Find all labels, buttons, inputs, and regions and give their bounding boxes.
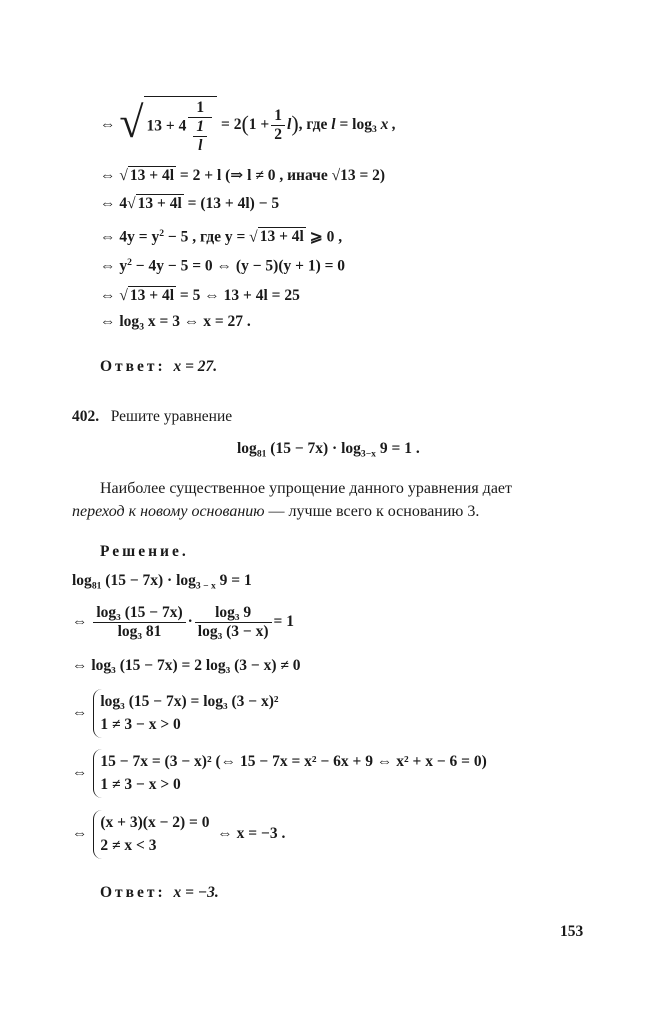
line-rest: ⩾ 0 , xyxy=(305,228,343,246)
log-word: log xyxy=(237,440,257,457)
radicand-box xyxy=(144,96,218,154)
tail-log: = log xyxy=(335,115,372,133)
equiv-arrow: ⇔ xyxy=(72,657,88,674)
step-5 xyxy=(72,749,487,798)
line-start: y xyxy=(119,257,128,275)
solution-label xyxy=(100,544,189,560)
system-brace xyxy=(93,749,486,798)
hint-line-2 xyxy=(72,504,479,520)
step-text: log₃ (15 − 7x) = 2 log₃ (3 − x) ≠ 0 xyxy=(91,657,301,674)
answer-label: Ответ: xyxy=(100,884,166,901)
answer-402 xyxy=(100,885,219,901)
problem-402-equation xyxy=(237,441,420,459)
step-6 xyxy=(72,810,285,859)
open-paren: ( xyxy=(241,110,249,136)
radicand: 13 + 4l xyxy=(137,195,182,212)
hint-text-1: Наиболее существенное упрощение данного уравнения дает xyxy=(100,480,513,497)
fraction-2-numerator: log₃ 9 xyxy=(195,604,272,623)
answer-value: x = 27. xyxy=(173,358,218,375)
equiv-arrow: ⇔ xyxy=(100,313,116,330)
system-brace xyxy=(93,689,278,738)
hint-text-2: — лучше всего к основанию 3. xyxy=(264,503,480,520)
nested-fraction-denominator xyxy=(188,118,212,155)
system-row-2: 1 ≠ 3 − x > 0 xyxy=(100,776,181,794)
nested-fraction-numerator: 1 xyxy=(188,99,212,118)
equiv-arrow: ⇔ xyxy=(100,287,116,304)
equation-mid: (15 − 7x) · log xyxy=(266,440,361,457)
exponent: 2 xyxy=(127,257,132,268)
inner-fraction-denominator: l xyxy=(198,136,203,154)
step-2 xyxy=(72,604,294,641)
log-word: log xyxy=(119,313,140,330)
solution-heading: Решение. xyxy=(100,543,189,560)
tail-variable: l xyxy=(331,115,336,133)
equiv-arrow: ⇔ xyxy=(72,824,88,842)
radical-sign: √ xyxy=(119,167,128,184)
line-mid: − 5 , где y = √ xyxy=(164,228,258,246)
line-start: 4y = y xyxy=(119,228,160,246)
system-row-2: 1 ≠ 3 − x > 0 xyxy=(100,716,181,734)
line-rest: − 4y − 5 = 0 ⇔ (y − 5)(y + 1) = 0 xyxy=(131,257,346,275)
problem-402-header xyxy=(72,409,232,425)
radicand: 13 + 4l xyxy=(259,228,304,246)
hint-line-1 xyxy=(100,481,512,497)
equiv-arrow: ⇔ xyxy=(100,257,116,275)
log-base-2: 3−x xyxy=(360,448,376,460)
system-row-1: 15 − 7x = (3 − x)² (⇔ 15 − 7x = x² − 6x + 9 ⇔ x² + x − 6 = 0) xyxy=(100,753,487,770)
close-paren: ) xyxy=(291,110,299,136)
nested-fraction xyxy=(188,99,212,154)
half-fraction xyxy=(271,107,285,144)
radicand: 13 + 4l xyxy=(129,287,175,304)
log-base: 3 xyxy=(139,321,144,333)
inner-fraction xyxy=(193,118,207,155)
where-label: , где xyxy=(298,115,332,133)
half-denominator: 2 xyxy=(274,125,283,143)
line-rest: x = 3 ⇔ x = 27 . xyxy=(143,313,251,330)
step-4 xyxy=(72,689,279,738)
problem-number: 402. xyxy=(72,408,100,425)
fraction-1-numerator: log₃ (15 − 7x) xyxy=(93,604,185,623)
solution-line-1 xyxy=(100,96,396,154)
step-3 xyxy=(72,658,301,674)
radical-sign: √ xyxy=(119,97,144,147)
fraction-2 xyxy=(195,604,272,641)
radicand: 13 + 4l xyxy=(129,167,175,184)
equals-term: = 2 xyxy=(221,115,242,133)
log-base-2: 3 − x xyxy=(195,580,216,592)
system-brace xyxy=(93,810,209,859)
radicand-text: 13 + 4 xyxy=(146,117,187,135)
problem-statement: Решите уравнение xyxy=(110,408,233,425)
page-number-text: 153 xyxy=(560,923,584,940)
fraction-1-denominator: log₃ 81 xyxy=(117,622,162,640)
line-rest: = (13 + 4l) − 5 xyxy=(183,195,280,212)
hint-italic: переход к новому основанию xyxy=(72,503,265,520)
step-rest: ⇔ x = −3 . xyxy=(217,824,286,842)
answer-401 xyxy=(100,359,217,375)
step-rest: 9 = 1 xyxy=(215,572,252,589)
fraction-2-denominator: log₃ (3 − x) xyxy=(197,622,269,640)
system-row-1: log₃ (15 − 7x) = log₃ (3 − x)² xyxy=(100,693,279,710)
equiv-arrow: ⇔ xyxy=(100,115,116,133)
equiv-arrow: ⇔ xyxy=(72,612,88,630)
solution-line-3 xyxy=(100,196,279,212)
coefficient-radical: 4√ xyxy=(119,195,136,212)
paren-content: 1 + xyxy=(248,115,270,133)
multiply-dot: · xyxy=(187,612,193,630)
log-base-1: 81 xyxy=(256,448,267,460)
line-rest: = 5 ⇔ 13 + 4l = 25 xyxy=(176,287,300,304)
equiv-arrow: ⇔ xyxy=(72,703,88,721)
solution-line-7 xyxy=(100,314,251,332)
solution-line-6 xyxy=(100,288,300,304)
log-word: log xyxy=(72,572,92,589)
line-rest: = 2 + l (⇒ l ≠ 0 , иначе √13 = 2) xyxy=(176,167,386,184)
answer-value: x = −3. xyxy=(173,884,219,901)
inner-fraction-numerator: 1 xyxy=(193,118,207,137)
system-row-1: (x + 3)(x − 2) = 0 xyxy=(100,814,210,831)
step-mid: (15 − 7x) · log xyxy=(101,572,196,589)
equation-rest: 9 = 1 . xyxy=(375,440,420,457)
solution-line-5 xyxy=(100,258,345,274)
step-rest: = 1 xyxy=(273,612,294,630)
system-row-2: 2 ≠ x < 3 xyxy=(100,837,157,855)
equiv-arrow: ⇔ xyxy=(72,763,88,781)
solution-line-4 xyxy=(100,229,342,245)
page-number xyxy=(560,924,583,940)
radical-sign: √ xyxy=(119,287,128,304)
log-base-1: 81 xyxy=(91,580,102,592)
answer-label: Ответ: xyxy=(100,358,166,375)
tail-x: x , xyxy=(376,115,397,133)
equiv-arrow: ⇔ xyxy=(100,195,116,212)
fraction-1 xyxy=(93,604,185,641)
exponent: 2 xyxy=(159,228,165,239)
solution-line-2 xyxy=(100,168,385,184)
step-1 xyxy=(72,573,252,591)
variable-l: l xyxy=(287,115,292,133)
equiv-arrow: ⇔ xyxy=(100,228,116,246)
tail-log-base: 3 xyxy=(371,124,377,136)
equiv-arrow: ⇔ xyxy=(100,167,116,184)
half-numerator: 1 xyxy=(271,107,285,126)
